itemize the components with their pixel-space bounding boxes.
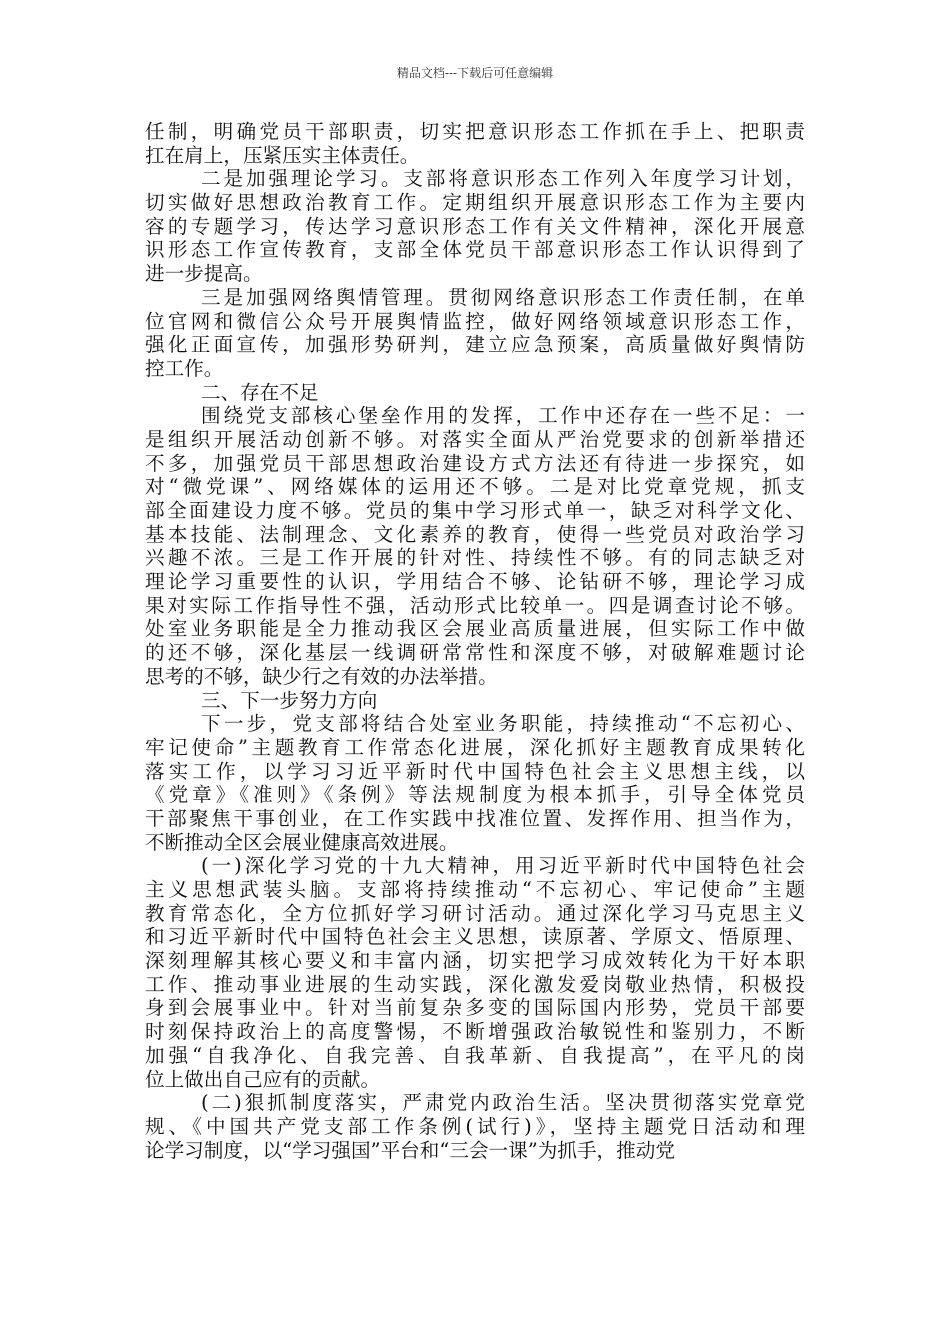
text-line: 干部聚焦干事创业，在工作实践中找准位置、发挥作用、担当作为， (145, 806, 805, 830)
text-line: 对“微党课”、网络媒体的运用还不够。二是对比党章党规，抓支 (145, 475, 805, 499)
text-line: 主义思想武装头脑。支部将持续推动“不忘初心、牢记使命”主题 (145, 878, 805, 901)
paragraph (145, 404, 805, 688)
text-line: 二、存在不足 (201, 380, 319, 404)
page-header: 精品文档---下载后可任意编辑 (396, 66, 554, 80)
text-line: 和习近平新时代中国特色社会主义思想，读原著、学原文、悟原理、 (145, 925, 805, 949)
text-line: 二是加强理论学习。支部将意识形态工作列入年度学习计划， (201, 167, 805, 191)
text-line: 三是加强网络舆情管理。贯彻网络意识形态工作责任制，在单 (201, 285, 805, 309)
paragraph (145, 167, 805, 285)
text-line: 论学习制度，以“学习强国”平台和“三会一课”为抓手，推动党 (145, 1138, 675, 1162)
text-line: 部全面建设力度不够。党员的集中学习形式单一，缺乏对科学文化、 (145, 499, 805, 522)
text-line: 围绕党支部核心堡垒作用的发挥，工作中还存在一些不足：一 (201, 404, 805, 428)
paragraph (145, 381, 805, 405)
text-line: 进一步提高。 (145, 262, 263, 286)
text-line: (二)狠抓制度落实，严肃党内政治生活。坚决贯彻落实党章党 (201, 1091, 805, 1115)
text-line: 思考的不够，缺少行之有效的办法举措。 (145, 664, 498, 688)
text-line: 是组织开展活动创新不够。对落实全面从严治党要求的创新举措还 (145, 427, 805, 451)
text-line: 基本技能、法制理念、文化素养的教育，使得一些党员对政治学习 (145, 522, 805, 546)
text-line: 深刻理解其核心要义和丰富内涵，切实把学习成效转化为干好本职 (145, 949, 805, 973)
text-line: 理论学习重要性的认识，学用结合不够、论钻研不够，理论学习成 (145, 570, 805, 594)
paragraph (145, 712, 805, 854)
text-line: 切实做好思想政治教育工作。定期组织开展意识形态工作为主要内 (145, 191, 805, 215)
text-line: 加强“自我净化、自我完善、自我革新、自我提高”，在平凡的岗 (145, 1043, 805, 1067)
text-line: 识形态工作宣传教育，支部全体党员干部意识形态工作认识得到了 (145, 238, 805, 262)
text-line: 《党章》《准则》《条例》等法规制度为根本抓手，引导全体党员 (145, 783, 805, 807)
paragraph (145, 689, 805, 713)
text-line: 身到会展事业中。针对当前复杂多变的国际国内形势，党员干部要 (145, 996, 805, 1020)
text-line: 果对实际工作指导性不强，活动形式比较单一。四是调查讨论不够。 (145, 593, 805, 617)
text-line: 处室业务职能是全力推动我区会展业高质量进展，但实际工作中做 (145, 617, 805, 641)
text-line: (一)深化学习党的十九大精神，用习近平新时代中国特色社会 (201, 854, 805, 878)
paragraph (145, 120, 805, 167)
text-line: 任制，明确党员干部职责，切实把意识形态工作抓在手上、把职责 (145, 120, 805, 143)
paragraph (145, 854, 805, 1091)
text-line: 牢记使命”主题教育工作常态化进展，深化抓好主题教育成果转化 (145, 735, 805, 759)
text-line: 控工作。 (145, 356, 224, 380)
text-line: 教育常态化，全方位抓好学习研讨活动。通过深化学习马克思主义 (145, 901, 805, 925)
text-line: 规、《中国共产党支部工作条例(试行)》，坚持主题党日活动和理 (145, 1114, 805, 1138)
paragraph (145, 286, 805, 381)
text-line: 兴趣不浓。三是工作开展的针对性、持续性不够。有的同志缺乏对 (145, 546, 805, 570)
text-line: 下一步，党支部将结合处室业务职能，持续推动“不忘初心、 (201, 712, 805, 736)
paragraph (145, 1091, 805, 1162)
document-body (145, 120, 805, 1162)
text-line: 时刻保持政治上的高度警惕，不断增强政治敏锐性和鉴别力，不断 (145, 1020, 805, 1044)
text-line: 工作、推动事业进展的生动实践，深化激发爱岗敬业热情，积极投 (145, 972, 805, 996)
text-line: 不断推动全区会展业健康高效进展。 (145, 830, 459, 854)
text-line: 不多，加强党员干部思想政治建设方式方法还有待进一步探究，如 (145, 451, 805, 475)
text-line: 扛在肩上，压紧压实主体责任。 (145, 143, 420, 167)
text-line: 三、下一步努力方向 (201, 688, 378, 712)
text-line: 位上做出自己应有的贡献。 (145, 1067, 381, 1091)
text-line: 容的专题学习，传达学习意识形态工作有关文件精神，深化开展意 (145, 214, 805, 238)
text-line: 位官网和微信公众号开展舆情监控，做好网络领域意识形态工作， (145, 309, 805, 333)
text-line: 落实工作，以学习习近平新时代中国特色社会主义思想主线，以 (145, 759, 805, 783)
text-line: 的还不够，深化基层一线调研常常性和深度不够，对破解难题讨论 (145, 641, 805, 665)
text-line: 强化正面宣传，加强形势研判，建立应急预案，高质量做好舆情防 (145, 333, 805, 357)
